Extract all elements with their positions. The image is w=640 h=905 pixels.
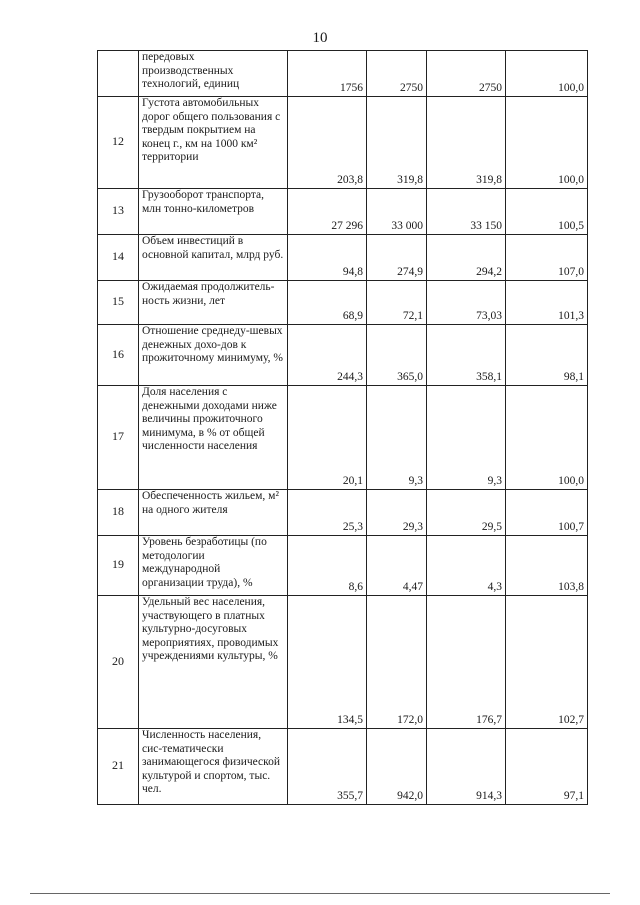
value-col-1: 8,6 [288,536,367,596]
value-col-4: 100,0 [506,51,588,97]
value-col-3: 358,1 [427,325,506,386]
value-col-4: 107,0 [506,235,588,281]
value-col-4: 100,0 [506,97,588,189]
indicator-name: передовых производственных технологий, единиц [139,51,288,97]
value-col-3: 4,3 [427,536,506,596]
table-row [98,189,588,235]
value-col-2: 33 000 [367,189,427,235]
indicator-name: Уровень безработицы (по методологии международной организации труда), % [139,536,288,596]
indicator-name: Удельный вес населения, участвующего в платных культурно-досуговых мероприятиях, проводимых учреждениями культуры, % [139,596,288,729]
value-col-1: 94,8 [288,235,367,281]
value-col-3: 73,03 [427,281,506,325]
indicator-name: Численность населения, сис-тематически занимающегося физической культурой и спортом, тыс. чел. [139,729,288,805]
row-number: 19 [98,536,139,596]
value-col-1: 355,7 [288,729,367,805]
value-col-4: 100,0 [506,386,588,490]
indicator-name: Грузооборот транспорта, млн тонно-километров [139,189,288,235]
table-row [98,281,588,325]
row-number: 13 [98,189,139,235]
value-col-1: 203,8 [288,97,367,189]
table-row [98,729,588,805]
value-col-2: 4,47 [367,536,427,596]
table-row [98,490,588,536]
row-number: 15 [98,281,139,325]
row-number: 12 [98,97,139,189]
table-row [98,51,588,97]
value-col-2: 72,1 [367,281,427,325]
table-row [98,596,588,729]
value-col-3: 319,8 [427,97,506,189]
value-col-3: 2750 [427,51,506,97]
value-col-1: 20,1 [288,386,367,490]
value-col-4: 97,1 [506,729,588,805]
value-col-2: 2750 [367,51,427,97]
row-number: 18 [98,490,139,536]
value-col-2: 365,0 [367,325,427,386]
page-number: 10 [312,30,328,46]
table-row [98,235,588,281]
indicator-name: Густота автомобильных дорог общего пользования с твердым покрытием на конец г., км на 1000 км² территории [139,97,288,189]
row-number: 17 [98,386,139,490]
value-col-1: 25,3 [288,490,367,536]
table-row [98,386,588,490]
row-number: 14 [98,235,139,281]
value-col-2: 319,8 [367,97,427,189]
row-number: 20 [98,596,139,729]
value-col-2: 29,3 [367,490,427,536]
value-col-3: 9,3 [427,386,506,490]
value-col-2: 274,9 [367,235,427,281]
indicator-name: Доля населения с денежными доходами ниже величины прожиточного минимума, в % от общей численности населения [139,386,288,490]
footer-rule [30,893,610,894]
value-col-2: 9,3 [367,386,427,490]
value-col-3: 33 150 [427,189,506,235]
indicators-table-body [98,51,588,805]
value-col-4: 102,7 [506,596,588,729]
value-col-4: 100,7 [506,490,588,536]
value-col-1: 27 296 [288,189,367,235]
value-col-1: 134,5 [288,596,367,729]
value-col-3: 294,2 [427,235,506,281]
value-col-1: 68,9 [288,281,367,325]
table-row [98,536,588,596]
indicator-name: Ожидаемая продолжитель-ность жизни, лет [139,281,288,325]
value-col-4: 100,5 [506,189,588,235]
indicator-name: Обеспеченность жильем, м² на одного жителя [139,490,288,536]
value-col-1: 1756 [288,51,367,97]
value-col-1: 244,3 [288,325,367,386]
value-col-4: 98,1 [506,325,588,386]
table-row [98,97,588,189]
indicator-name: Отношение среднеду-шевых денежных дохо-дов к прожиточному минимуму, % [139,325,288,386]
indicators-table [97,50,588,805]
row-number: 16 [98,325,139,386]
value-col-4: 101,3 [506,281,588,325]
value-col-2: 172,0 [367,596,427,729]
indicator-name: Объем инвестиций в основной капитал, млрд руб. [139,235,288,281]
table-row [98,325,588,386]
row-number [98,51,139,97]
value-col-3: 914,3 [427,729,506,805]
value-col-4: 103,8 [506,536,588,596]
value-col-2: 942,0 [367,729,427,805]
value-col-3: 29,5 [427,490,506,536]
row-number: 21 [98,729,139,805]
value-col-3: 176,7 [427,596,506,729]
